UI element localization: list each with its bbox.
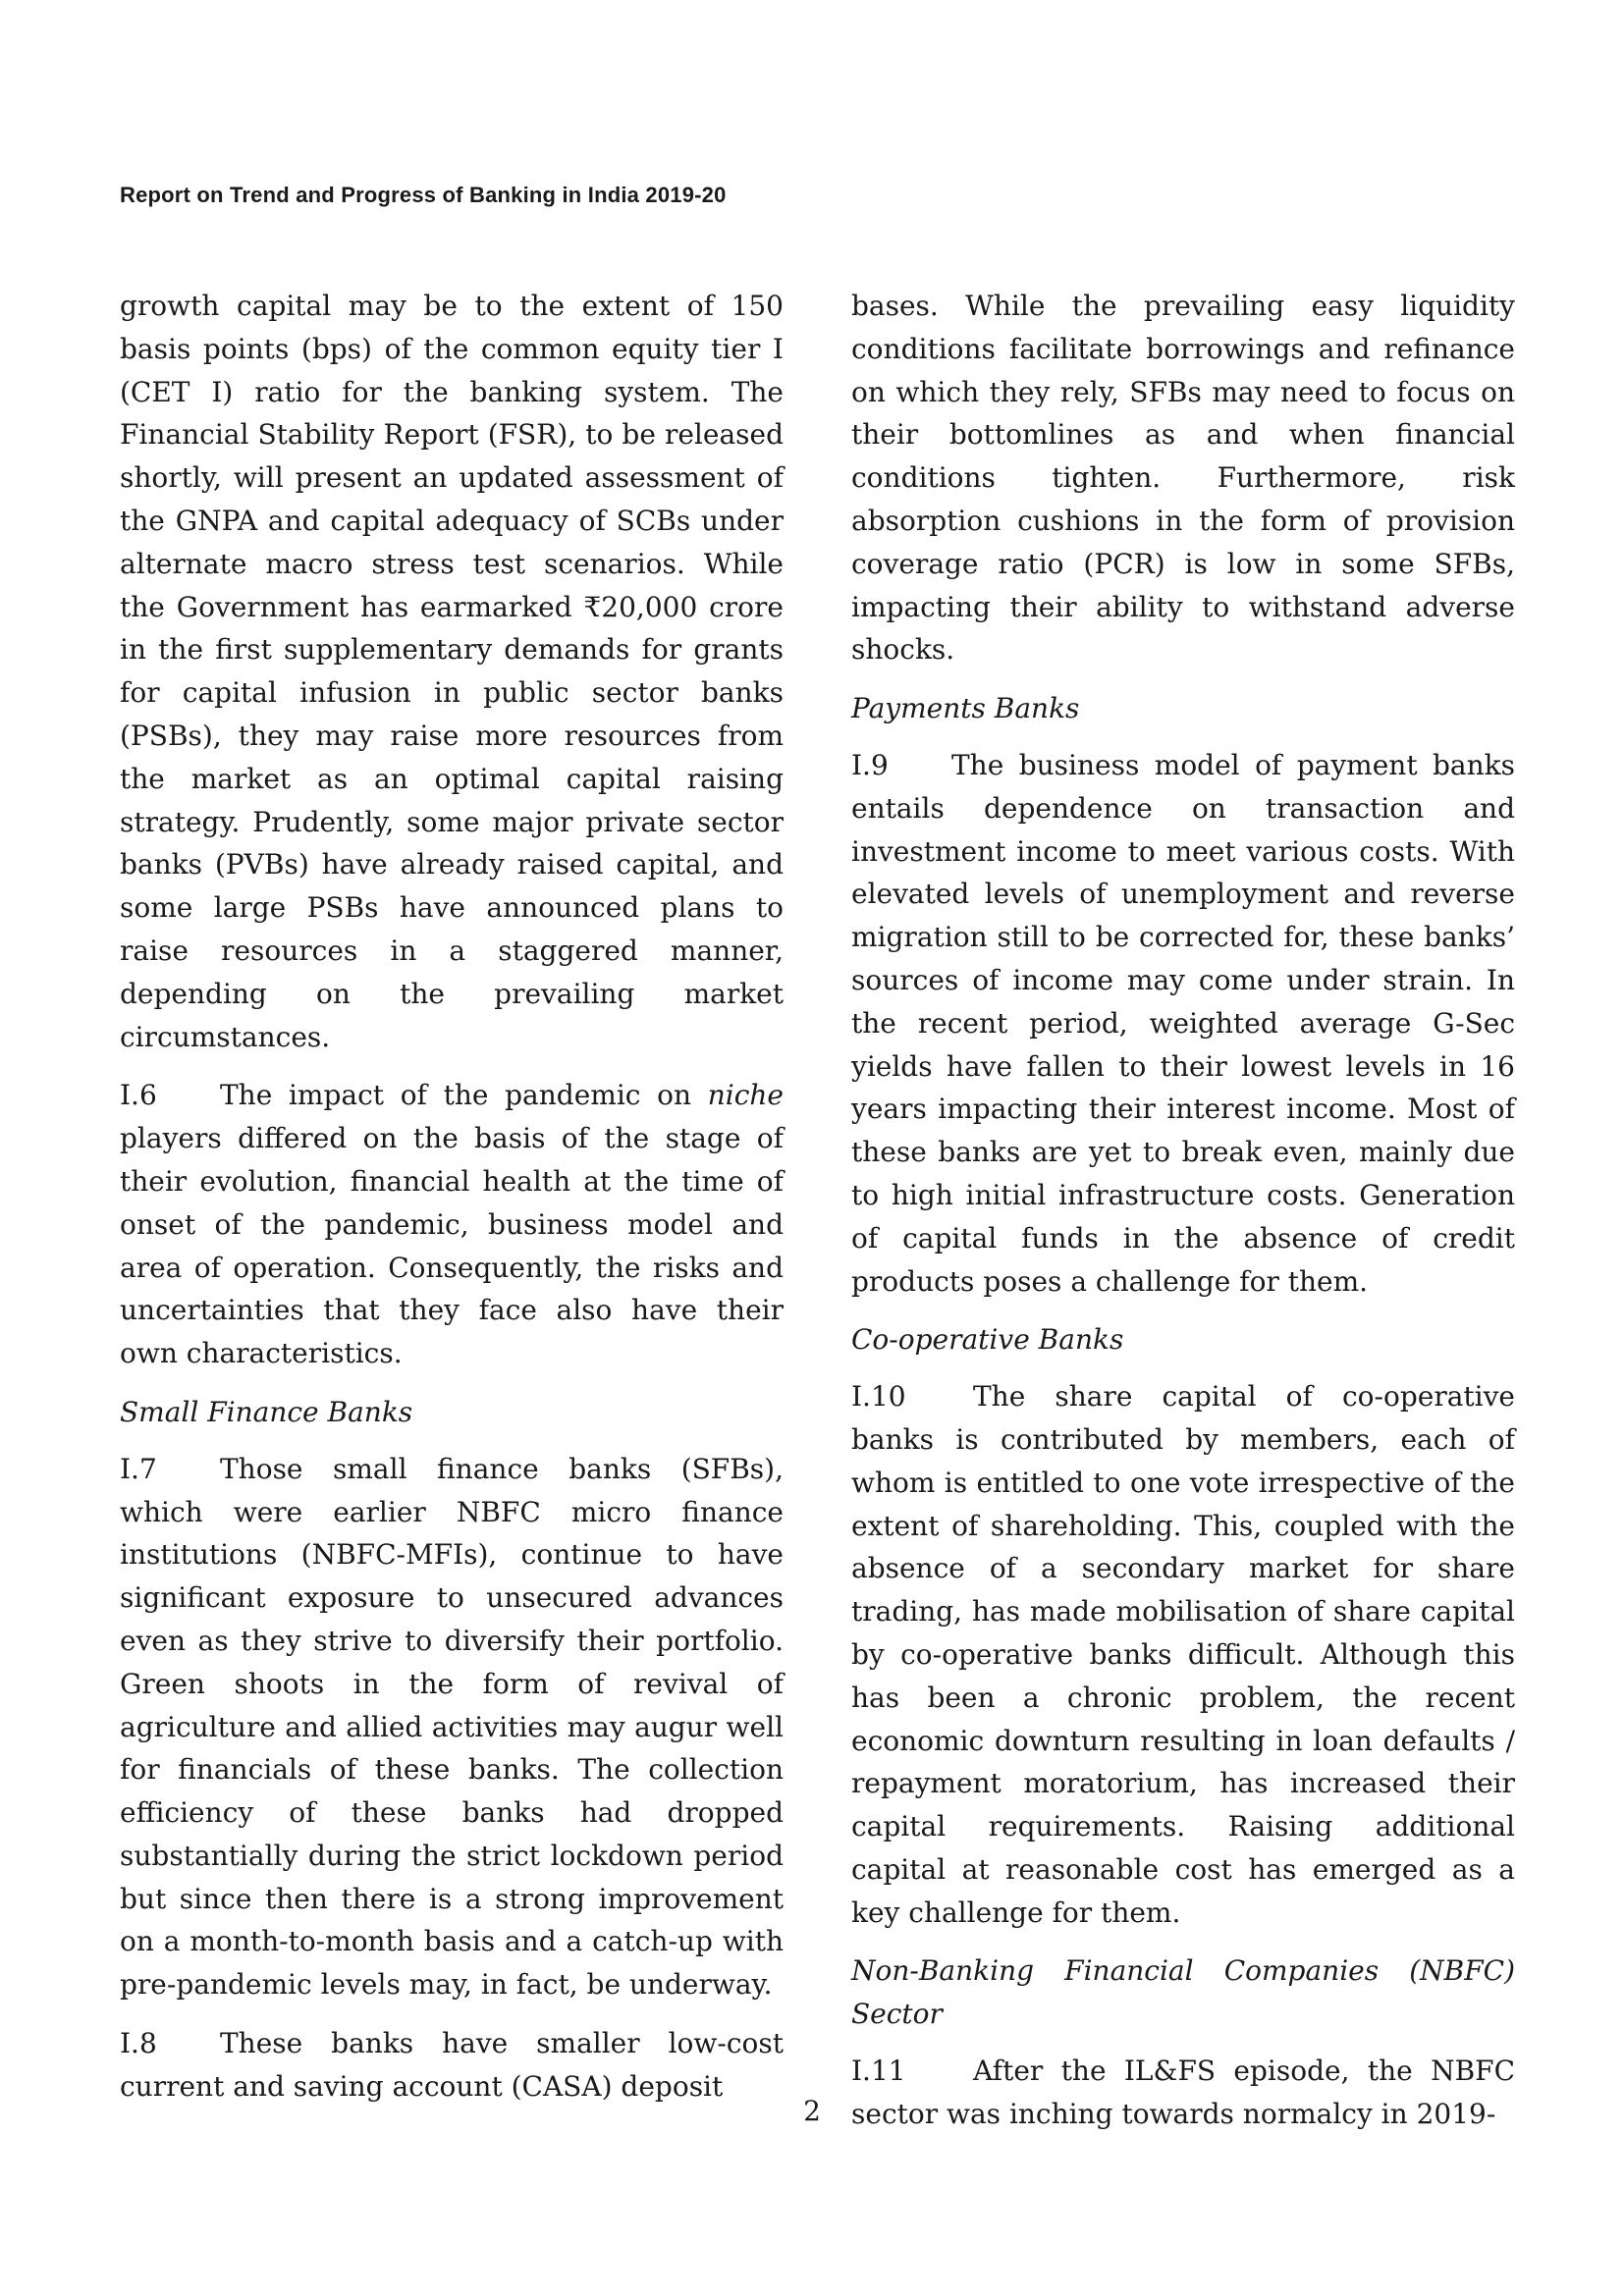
- paragraph-text: After the IL&FS episode, the NBFC sector was inching towards normalcy in 2019-: [851, 2055, 1515, 2130]
- paragraph-number: I.7: [120, 1452, 157, 1485]
- paragraph-text: The impact of the pandemic on: [220, 1079, 708, 1112]
- running-header: Report on Trend and Progress of Banking in India 2019-20: [120, 183, 727, 207]
- page-number: 2: [803, 2095, 821, 2127]
- paragraph-i8-continued: bases. While the prevailing easy liquidity conditions facilitate borrowings and refinance on which they rely, SFBs may need to focus on their bottomlines as and when financial conditions tighten. Furthermore, risk absorption cushions in the form of provision coverage ratio (PCR) is low in some SFBs, impacting their ability to withstand adverse shocks.: [851, 290, 1515, 667]
- right-column: [851, 285, 1515, 2152]
- subheading-payments-banks: Payments Banks: [851, 692, 1080, 725]
- paragraph-i10: [851, 1375, 1515, 1934]
- subheading-small-finance-banks: Small Finance Banks: [120, 1395, 413, 1428]
- paragraph-number: I.11: [851, 2055, 906, 2088]
- paragraph-text: The business model of payment banks entails dependence on transaction and investment income to meet various costs. With elevated levels of unemployment and reverse migration still to be corrected for, these banks’ sources of income may come under strain. In the recent period, weighted average G-Sec yields have fallen to their lowest levels in 16 years impacting their interest income. Most of these banks are yet to break even, mainly due to high initial infrastructure costs. Generation of capital funds in the absence of credit products poses a challenge for them.: [851, 748, 1515, 1298]
- paragraph-i7: [120, 1448, 784, 2006]
- paragraph-text: These banks have smaller low-cost current and saving account (CASA) deposit: [120, 2027, 784, 2103]
- paragraph-number: I.10: [851, 1380, 906, 1414]
- paragraph-i6: [120, 1074, 784, 1375]
- paragraph-number: I.6: [120, 1079, 157, 1112]
- emphasis-text: niche: [707, 1079, 784, 1112]
- paragraph-i9: [851, 744, 1515, 1303]
- paragraph-text: Those small finance banks (SFBs), which were earlier NBFC micro finance institutions (NBFC-MFIs), continue to have significant exposure to unsecured advances even as they strive to diversify their portfolio. Green shoots in the form of revival of agriculture and allied activities may augur well for financials of these banks. The collection efficiency of these banks had dropped substantially during the strict lockdown period but since then there is a strong improvement on a month-to-month basis and a catch-up with pre-pandemic levels may, in fact, be underway.: [120, 1452, 784, 2002]
- paragraph-number: I.8: [120, 2027, 157, 2060]
- left-column: [120, 285, 784, 2124]
- subheading-co-operative-banks: Co-operative Banks: [851, 1323, 1124, 1357]
- subheading-nbfc-sector: Non-Banking Financial Companies (NBFC) Sector: [851, 1954, 1515, 2031]
- paragraph-text: The share capital of co-operative banks is contributed by members, each of whom is entitled to one vote irrespective of the extent of shareholding. This, coupled with the absence of a secondary market for share trading, has made mobilisation of share capital by co-operative banks difficult. Although this has been a chronic problem, the recent economic downturn resulting in loan defaults / repayment moratorium, has increased their capital requirements. Raising additional capital at reasonable cost has emerged as a key challenge for them.: [851, 1380, 1515, 1929]
- paragraph-continued: growth capital may be to the extent of 150 basis points (bps) of the common equity tier I (CET I) ratio for the banking system. The Financial Stability Report (FSR), to be released shortly, will present an updated assessment of the GNPA and capital adequacy of SCBs under alternate macro stress test scenarios. While the Government has earmarked ₹20,000 crore in the first supplementary demands for grants for capital infusion in public sector banks (PSBs), they may raise more resources from the market as an optimal capital raising strategy. Prudently, some major private sector banks (PVBs) have already raised capital, and some large PSBs have announced plans to raise resources in a staggered manner, depending on the prevailing market circumstances.: [120, 290, 784, 1053]
- paragraph-text: players differed on the basis of the stage of their evolution, financial health at the time of onset of the pandemic, business model and area of operation. Consequently, the risks and uncertainties that they face also have their own characteristics.: [120, 1122, 784, 1370]
- paragraph-number: I.9: [851, 748, 889, 781]
